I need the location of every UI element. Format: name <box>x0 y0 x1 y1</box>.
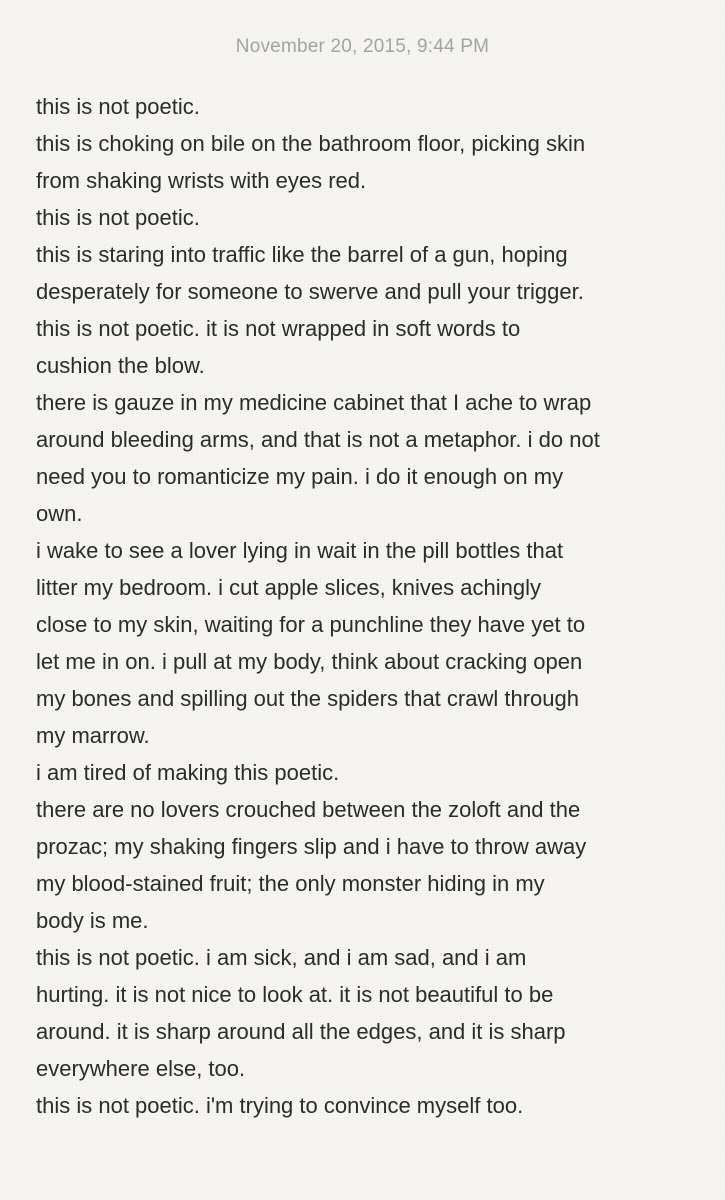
note-line: this is not poetic. it is not wrapped in soft words to <box>36 316 521 341</box>
note-line: there are no lovers crouched between the zoloft and the <box>36 797 581 822</box>
note-line: body is me. <box>36 908 149 933</box>
note-line: i wake to see a lover lying in wait in the pill bottles that <box>36 538 564 563</box>
note-line: this is choking on bile on the bathroom floor, picking skin <box>36 131 586 156</box>
note-line: need you to romanticize my pain. i do it enough on my <box>36 464 564 489</box>
note-line: around bleeding arms, and that is not a metaphor. i do not <box>36 427 600 452</box>
note-line: cushion the blow. <box>36 353 205 378</box>
note-line: this is staring into traffic like the barrel of a gun, hoping <box>36 242 568 267</box>
note-line: there is gauze in my medicine cabinet that I ache to wrap <box>36 390 592 415</box>
note-body[interactable] <box>36 88 696 1124</box>
note-line: this is not poetic. <box>36 205 200 230</box>
note-timestamp: November 20, 2015, 9:44 PM <box>235 36 490 57</box>
note-line: this is not poetic. <box>36 94 200 119</box>
note-line: close to my skin, waiting for a punchline they have yet to <box>36 612 586 637</box>
note-line: my bones and spilling out the spiders that crawl through <box>36 686 579 711</box>
note-line: own. <box>36 501 83 526</box>
note-line: around. it is sharp around all the edges, and it is sharp <box>36 1019 566 1044</box>
note-line: everywhere else, too. <box>36 1056 246 1081</box>
note-line: my blood-stained fruit; the only monster hiding in my <box>36 871 545 896</box>
note-line: this is not poetic. i'm trying to convince myself too. <box>36 1093 524 1118</box>
note-line: let me in on. i pull at my body, think about cracking open <box>36 649 583 674</box>
note-line: i am tired of making this poetic. <box>36 760 340 785</box>
note-line: this is not poetic. i am sick, and i am sad, and i am <box>36 945 527 970</box>
note-line: hurting. it is not nice to look at. it is not beautiful to be <box>36 982 554 1007</box>
note-line: my marrow. <box>36 723 150 748</box>
note-line: litter my bedroom. i cut apple slices, knives achingly <box>36 575 541 600</box>
note-line: from shaking wrists with eyes red. <box>36 168 367 193</box>
note-line: desperately for someone to swerve and pull your trigger. <box>36 279 584 304</box>
note-line: prozac; my shaking fingers slip and i have to throw away <box>36 834 587 859</box>
